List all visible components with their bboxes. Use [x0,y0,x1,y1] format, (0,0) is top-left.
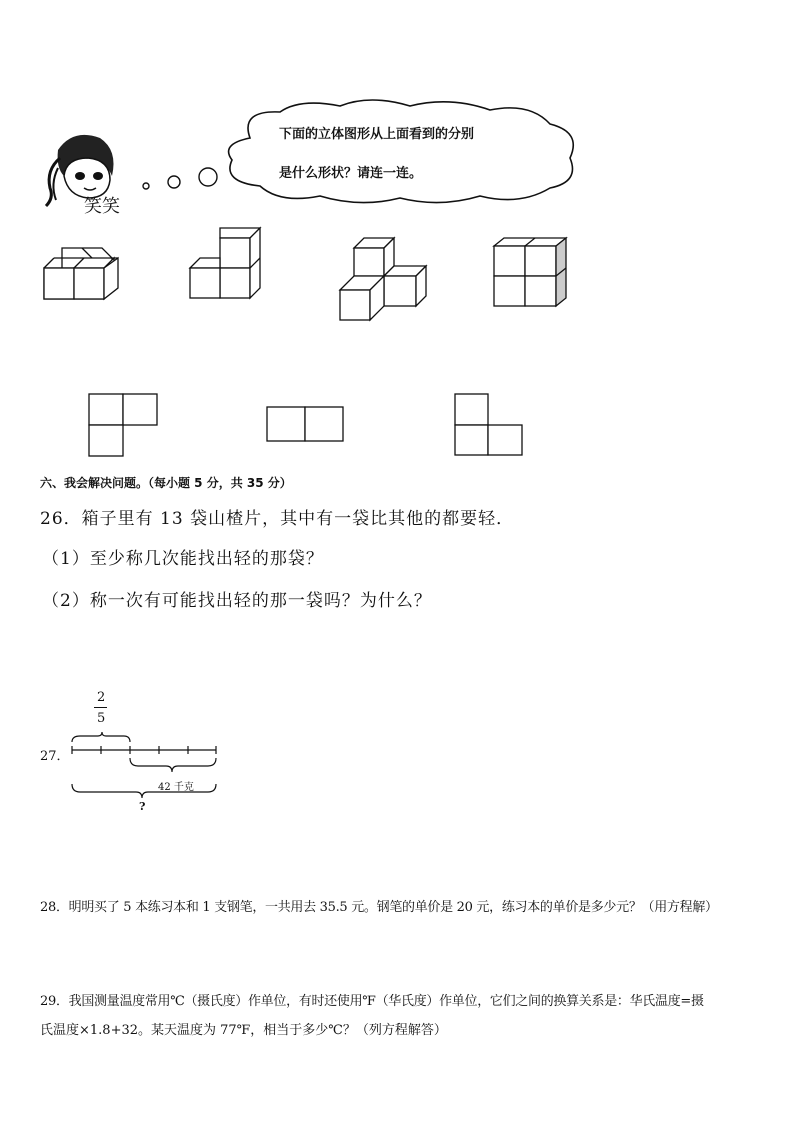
cloud-line-2: 是什么形状？请连一连。 [279,166,423,181]
solid-figure-3 [336,236,432,326]
girl-label: 笑笑 [84,196,120,217]
q26-stem: 26．箱子里有 13 袋山楂片，其中有一袋比其他的都要轻． [40,509,515,529]
solid-figure-1 [40,244,130,304]
speech-cloud [220,98,580,208]
q27-fraction-denominator: 5 [97,711,106,726]
q26-part2: （2）称一次有可能找出轻的那一袋吗？为什么？ [42,591,432,611]
top-view-3 [452,392,528,458]
top-view-1 [86,392,160,458]
q27-number: 27． [40,749,70,764]
q29-line-2: 氏温度×1.8+32。某天温度为 77℉，相当于多少℃？（列方程解答） [40,1023,447,1038]
thought-bubbles [138,160,228,200]
cloud-line-1: 下面的立体图形从上面看到的分别 [279,127,475,142]
solid-figure-4 [490,236,570,308]
q27-fraction-bar [94,707,107,708]
q27-question-mark: ? [139,800,146,813]
q27-fraction-numerator: 2 [97,690,106,705]
q29-line-1: 29．我国测量温度常用℃（摄氏度）作单位，有时还使用℉（华氏度）作单位，它们之间的换算关系是：华氏温度=摄 [40,994,704,1009]
section-heading: 六、我会解决问题。（每小题 5 分，共 35 分） [40,476,292,490]
q27-weight-label: 42 千克 [158,782,194,793]
top-view-2 [264,405,348,445]
solid-figure-2 [186,226,266,302]
q26-part1: （1）至少称几次能找出轻的那袋？ [42,549,324,569]
q28-text: 28．明明买了 5 本练习本和 1 支钢笔，一共用去 35.5 元。钢笔的单价是 20 元，练习本的单价是多少元？（用方程解） [40,900,718,915]
q27-line-diagram [66,732,226,812]
